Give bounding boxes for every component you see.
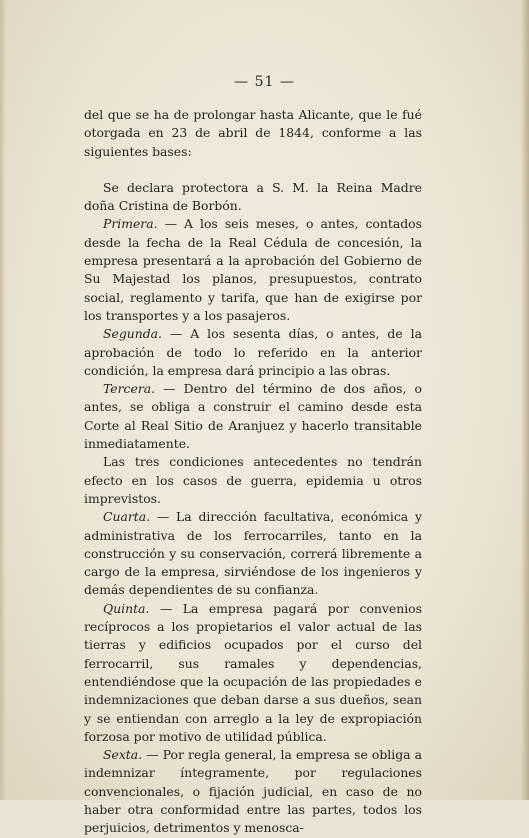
clause-quinta bbox=[84, 600, 422, 746]
clause-cuarta bbox=[84, 508, 422, 599]
clause-text: — Dentro del término de dos años, o antes, se obliga a construir el camino desde esta Corte al Real Sitio de Aranjuez y hacerlo transitable inmediatamente. bbox=[84, 381, 422, 452]
clause-label: Quinta. bbox=[103, 600, 150, 616]
body-text bbox=[84, 106, 422, 838]
paragraph-gap bbox=[84, 161, 422, 179]
clause-text: — Por regla general, la empresa se obliga a indemnizar íntegramente, por regulaciones convencionales, o fijación judicial, en caso de no haber otra conformidad entre las partes, todos los perjuicios, detrimentos y menosca- bbox=[84, 747, 422, 836]
page-edge-right bbox=[521, 0, 529, 800]
clause-tercera bbox=[84, 380, 422, 453]
clause-text: — La dirección facultativa, económica y administrativa de los ferrocarriles, tanto en la construcción y su conservación, correrá libremente a cargo de la empresa, sirviéndose de los ingenieros y demás dependientes de su confianza. bbox=[84, 509, 422, 598]
clause-primera bbox=[84, 215, 422, 325]
clause-label: Sexta. bbox=[103, 747, 143, 763]
page-number: — 51 — bbox=[234, 74, 295, 90]
clause-text: — La empresa pagará por convenios recíprocos a los propietarios el valor actual de las tierras y edificios ocupados por el curso del ferrocarril, sus ramales y dependencias, entendiéndose que la ocupación de las propiedades e indemnizaciones que deban darse a sus dueños, sean y se entiendan con arreglo a la ley de expropiación forzosa por motivo de utilidad pública. bbox=[84, 600, 422, 744]
clause-label: Segunda. bbox=[103, 326, 162, 342]
interlude-paragraph: Las tres condiciones antecedentes no tendrán efecto en los casos de guerra, epidemia u otros imprevistos. bbox=[84, 454, 422, 506]
opening-paragraph: del que se ha de prolongar hasta Alicante, que le fué otorgada en 23 de abril de 1844, conforme a las siguientes bases: bbox=[84, 107, 422, 159]
clause-label: Tercera. bbox=[103, 381, 156, 397]
clause-text: — A los seis meses, o antes, contados desde la fecha de la Real Cédula de concesión, la empresa presentará a la aprobación del Gobierno de Su Majestad los planos, presupuestos, contrato social, reglamento y tarifa, que han de exigirse por los transportes y a los pasajeros. bbox=[84, 216, 422, 323]
clause-label: Cuarta. bbox=[103, 509, 151, 525]
clause-label: Primera. bbox=[103, 216, 158, 232]
clause-text: — A los sesenta días, o antes, de la aprobación de todo lo referido en la anterior condición, la empresa dará principio a las obras. bbox=[84, 326, 422, 378]
clause-sexta bbox=[84, 746, 422, 837]
clause-segunda bbox=[84, 325, 422, 380]
page-edge-left bbox=[0, 0, 6, 800]
preamble-paragraph: Se declara protectora a S. M. la Reina Madre doña Cristina de Borbón. bbox=[84, 179, 422, 214]
